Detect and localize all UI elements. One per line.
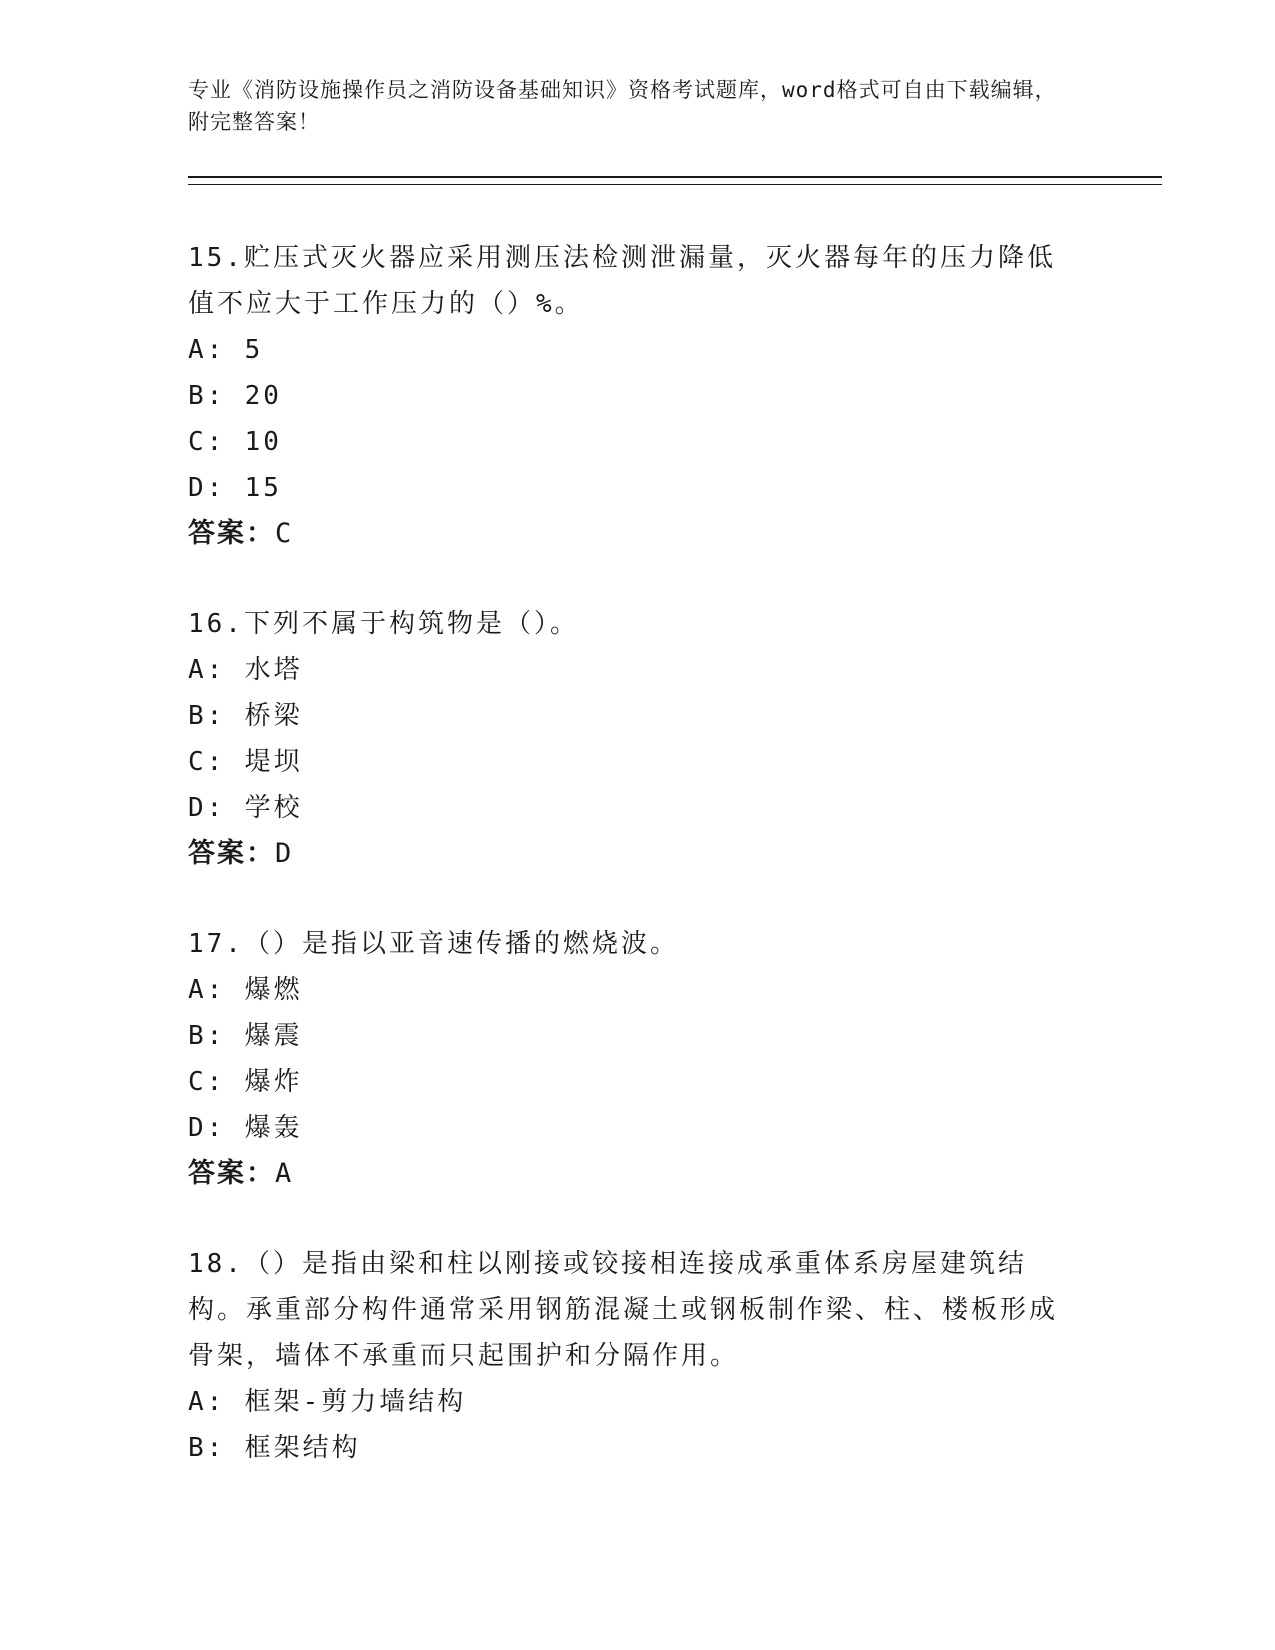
option-d: D : 学校 bbox=[188, 785, 1158, 831]
option-text: 爆燃 bbox=[244, 975, 303, 1005]
question-stem: 15.贮压式灭火器应采用测压法检测泄漏量，灭火器每年的压力降低值不应大于工作压力的（）%。 bbox=[188, 243, 1056, 319]
answer-value: A bbox=[275, 1158, 294, 1189]
option-b: B : 爆震 bbox=[188, 1013, 1158, 1059]
option-d: D : 爆轰 bbox=[188, 1105, 1158, 1151]
option-key: A bbox=[188, 655, 207, 685]
option-key: B bbox=[188, 1433, 207, 1463]
option-key: A bbox=[188, 1387, 207, 1417]
option-key: B bbox=[188, 1021, 207, 1051]
option-text: 框架结构 bbox=[244, 1433, 361, 1463]
option-key: A bbox=[188, 975, 207, 1005]
answer-line bbox=[188, 831, 1158, 877]
option-text: 水塔 bbox=[244, 655, 303, 685]
document-page bbox=[188, 74, 1158, 1515]
option-c: C : 10 bbox=[188, 419, 1158, 465]
option-b: B : 框架结构 bbox=[188, 1425, 1158, 1471]
answer-line bbox=[188, 1151, 1158, 1197]
answer-label: 答案： bbox=[188, 838, 275, 869]
option-text: 15 bbox=[244, 473, 282, 503]
option-text: 5 bbox=[244, 335, 264, 365]
answer-value: D bbox=[275, 838, 294, 869]
option-a: A : 水塔 bbox=[188, 647, 1158, 693]
option-key: B bbox=[188, 381, 207, 411]
question-17 bbox=[188, 921, 1158, 1197]
option-a: A : 爆燃 bbox=[188, 967, 1158, 1013]
option-key: D bbox=[188, 793, 207, 823]
question-stem: 17.（）是指以亚音速传播的燃烧波。 bbox=[188, 929, 679, 959]
question-16 bbox=[188, 601, 1158, 877]
document-header-text: 专业《消防设施操作员之消防设备基础知识》资格考试题库，word格式可自由下载编辑，附完整答案！ bbox=[188, 78, 1057, 134]
option-text: 学校 bbox=[244, 793, 303, 823]
option-b: B : 桥梁 bbox=[188, 693, 1158, 739]
answer-label: 答案： bbox=[188, 518, 275, 549]
option-key: A bbox=[188, 335, 207, 365]
option-text: 爆轰 bbox=[244, 1113, 303, 1143]
option-key: C bbox=[188, 427, 207, 457]
option-key: D bbox=[188, 473, 207, 503]
question-list bbox=[188, 235, 1158, 1471]
question-15 bbox=[188, 235, 1158, 557]
option-text: 框架-剪力墙结构 bbox=[244, 1387, 467, 1417]
question-18 bbox=[188, 1241, 1158, 1471]
option-text: 爆震 bbox=[244, 1021, 303, 1051]
option-key: D bbox=[188, 1113, 207, 1143]
option-c: C : 爆炸 bbox=[188, 1059, 1158, 1105]
option-key: C bbox=[188, 1067, 207, 1097]
option-b: B : 20 bbox=[188, 373, 1158, 419]
option-text: 10 bbox=[244, 427, 282, 457]
option-key: C bbox=[188, 747, 207, 777]
option-a: A : 5 bbox=[188, 327, 1158, 373]
answer-label: 答案： bbox=[188, 1158, 275, 1189]
header-divider bbox=[188, 176, 1162, 185]
option-c: C : 堤坝 bbox=[188, 739, 1158, 785]
option-text: 堤坝 bbox=[244, 747, 303, 777]
option-text: 爆炸 bbox=[244, 1067, 303, 1097]
option-text: 桥梁 bbox=[244, 701, 303, 731]
option-d: D : 15 bbox=[188, 465, 1158, 511]
option-text: 20 bbox=[244, 381, 282, 411]
question-stem: 18.（）是指由梁和柱以刚接或铰接相连接成承重体系房屋建筑结构。承重部分构件通常采用钢筋混凝土或钢板制作梁、柱、楼板形成骨架，墙体不承重而只起围护和分隔作用。 bbox=[188, 1249, 1059, 1371]
question-stem: 16.下列不属于构筑物是（）。 bbox=[188, 609, 579, 639]
option-a: A : 框架-剪力墙结构 bbox=[188, 1379, 1158, 1425]
answer-line bbox=[188, 511, 1158, 557]
option-key: B bbox=[188, 701, 207, 731]
answer-value: C bbox=[275, 518, 294, 549]
